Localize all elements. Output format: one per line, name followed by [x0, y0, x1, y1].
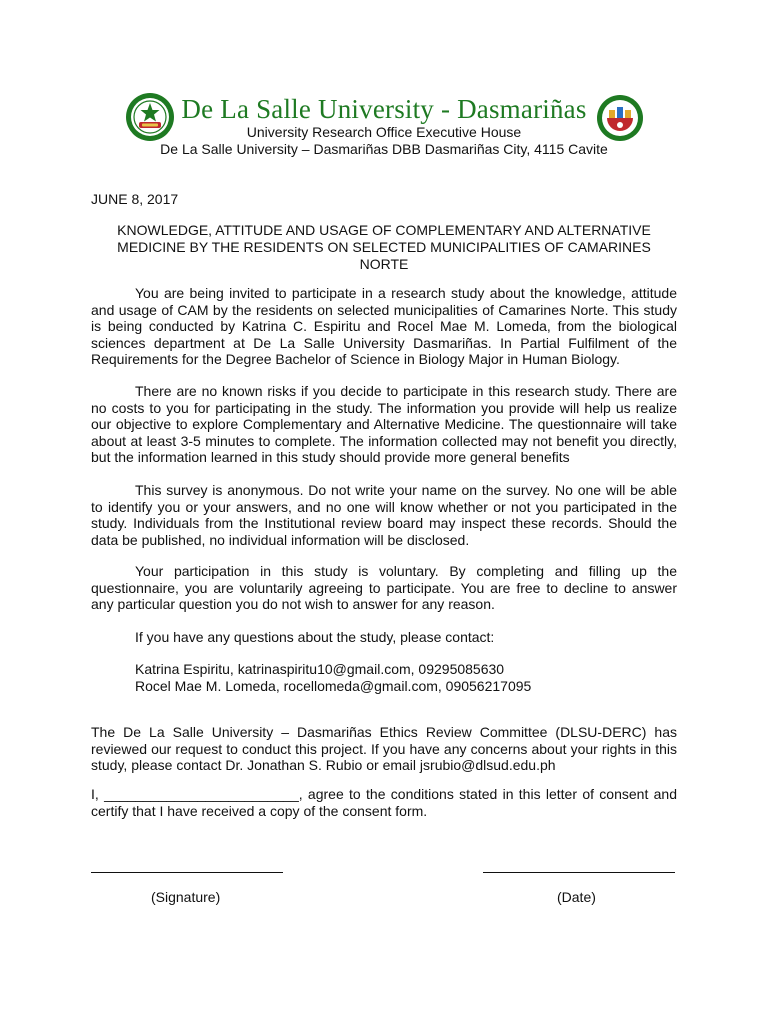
study-title [91, 222, 677, 273]
address-line-1: University Research Office Executive House [246, 124, 522, 140]
letterhead [0, 86, 768, 166]
paragraph-voluntary: Your participation in this study is voluntary. By completing and filling up the questionnaire, you are voluntarily agreeing to participate. You are free to decline to answer any particular question you do not wish to answer for any reason. [91, 563, 677, 612]
date-label: (Date) [557, 889, 596, 905]
date-line[interactable] [483, 872, 675, 873]
paragraph-invitation: You are being invited to participate in a research study about the knowledge, attitude and usage of CAM by the residents on selected municipalities of Camarines Norte. This study is being conducted by Katrina C. Espiritu and Rocel Mae M. Lomeda, from the biological sciences department at De La Salle University Dasmariñas. In Partial Fulfilment of the Requirements for the Degree Bachelor of Science in Biology Major in Human Biology. [91, 285, 677, 367]
paragraph-risks: There are no known risks if you decide to participate in this research study. There are no costs to you for participating in the study. The information you provide will help us realize our objective to explore Complementary and Alternative Medicine. The questionnaire will take about at least 3-5 minutes to complete. The information collected may not benefit you directly, but the information learned in this study should provide more general benefits [91, 383, 677, 465]
contact-rocel: Rocel Mae M. Lomeda, rocellomeda@gmail.com, 09056217095 [135, 678, 532, 694]
study-title-line-1: KNOWLEDGE, ATTITUDE AND USAGE OF COMPLEMENTARY AND ALTERNATIVE [117, 222, 651, 238]
paragraph-anonymity: This survey is anonymous. Do not write your name on the survey. No one will be able to identify you or your answers, and no one will know whether or not you participated in the study. Individuals from the Institutional review board may inspect these records. Should the data be published, no individual information will be disclosed. [91, 482, 677, 548]
consent-statement: I, _________________________, agree to the conditions stated in this letter of consent and certify that I have received a copy of the consent form. [91, 786, 677, 819]
university-name: De La Salle University - Dasmariñas [181, 94, 587, 124]
signature-line[interactable] [91, 872, 283, 873]
ethics-statement: The De La Salle University – Dasmariñas Ethics Review Committee (DLSU-DERC) has reviewed our request to conduct this project. If you have any concerns about your rights in this study, please contact Dr. Jonathan S. Rubio or email jsrubio@dlsud.edu.ph [91, 724, 677, 773]
address-line-2: De La Salle University – Dasmariñas DBB Dasmariñas City, 4115 Cavite [160, 141, 608, 157]
study-title-line-2: MEDICINE BY THE RESIDENTS ON SELECTED MUNICIPALITIES OF CAMARINES NORTE [117, 239, 651, 272]
contact-intro: If you have any questions about the study, please contact: [135, 629, 495, 645]
contact-katrina: Katrina Espiritu, katrinaspiritu10@gmail.com, 09295085630 [135, 661, 505, 677]
signature-label: (Signature) [151, 889, 221, 905]
letter-date: JUNE 8, 2017 [91, 191, 179, 207]
